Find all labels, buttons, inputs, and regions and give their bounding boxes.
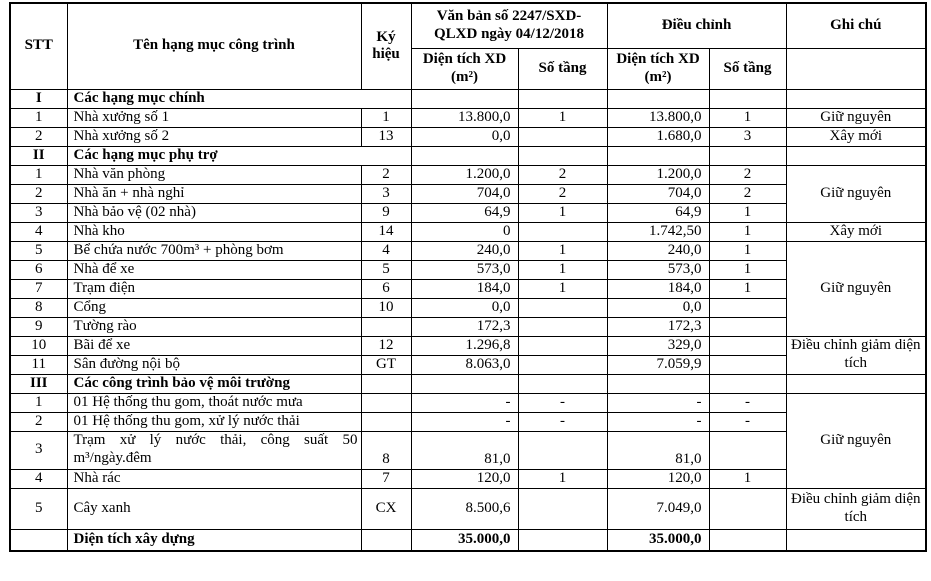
col-header-area-before: Diện tích XD (m²) [411, 48, 518, 89]
symbol-cell: 12 [361, 336, 411, 355]
stt-cell: II [10, 146, 67, 165]
col-header-name: Tên hạng mục công trình [67, 3, 361, 89]
area-before-cell: - [411, 393, 518, 412]
stt-cell: 4 [10, 222, 67, 241]
table-row [10, 336, 926, 355]
symbol-cell: CX [361, 488, 411, 529]
symbol-cell [361, 393, 411, 412]
area-before-cell [411, 374, 518, 393]
floors-after-cell: - [709, 393, 786, 412]
stt-cell: 9 [10, 317, 67, 336]
area-before-cell: 8.063,0 [411, 355, 518, 374]
symbol-cell: GT [361, 355, 411, 374]
note-cell: Điều chỉnh giảm diện tích [786, 336, 926, 374]
stt-cell: I [10, 89, 67, 108]
note-cell: Giữ nguyên [786, 108, 926, 127]
name-cell: Nhà để xe [67, 260, 361, 279]
area-before-cell [411, 146, 518, 165]
area-before-total-cell: 35.000,0 [411, 529, 518, 551]
col-header-floors-after: Số tầng [709, 48, 786, 89]
stt-cell: 4 [10, 469, 67, 488]
stt-cell: 2 [10, 412, 67, 431]
area-after-cell: 1.742,50 [607, 222, 709, 241]
symbol-cell: 14 [361, 222, 411, 241]
symbol-cell: 6 [361, 279, 411, 298]
floors-after-cell: 1 [709, 279, 786, 298]
area-after-cell [607, 146, 709, 165]
col-header-symbol: Ký hiệu [361, 3, 411, 89]
floors-before-cell: - [518, 412, 607, 431]
note-cell [786, 146, 926, 165]
area-after-cell: 1.200,0 [607, 165, 709, 184]
name-cell: 01 Hệ thống thu gom, xử lý nước thải [67, 412, 361, 431]
area-after-cell [607, 89, 709, 108]
floors-after-cell [709, 374, 786, 393]
area-after-cell: 184,0 [607, 279, 709, 298]
area-before-cell: - [411, 412, 518, 431]
note-cell [786, 89, 926, 108]
area-after-cell: 573,0 [607, 260, 709, 279]
floors-after-cell: 2 [709, 184, 786, 203]
symbol-cell [361, 529, 411, 551]
floors-before-cell: 2 [518, 165, 607, 184]
note-cell [786, 529, 926, 551]
floors-after-cell: 1 [709, 260, 786, 279]
floors-after-cell [709, 89, 786, 108]
area-after-cell: - [607, 393, 709, 412]
name-cell: Nhà bảo vệ (02 nhà) [67, 203, 361, 222]
area-before-cell: 1.200,0 [411, 165, 518, 184]
name-cell: Cổng [67, 298, 361, 317]
symbol-cell: 3 [361, 184, 411, 203]
name-cell: Nhà ăn + nhà nghỉ [67, 184, 361, 203]
floors-after-cell [709, 431, 786, 469]
floors-before-cell: 1 [518, 241, 607, 260]
floors-before-cell [518, 488, 607, 529]
stt-cell: 7 [10, 279, 67, 298]
floors-before-cell [518, 298, 607, 317]
table-row [10, 488, 926, 529]
floors-after-cell [709, 146, 786, 165]
name-cell: Bãi để xe [67, 336, 361, 355]
name-cell: Trạm điện [67, 279, 361, 298]
stt-cell: 3 [10, 203, 67, 222]
symbol-cell: 5 [361, 260, 411, 279]
stt-cell: 5 [10, 241, 67, 260]
section-name-cell: Các công trình bảo vệ môi trường [67, 374, 361, 393]
area-before-cell: 184,0 [411, 279, 518, 298]
area-after-cell: 704,0 [607, 184, 709, 203]
floors-after-cell [709, 336, 786, 355]
area-after-cell: 81,0 [607, 431, 709, 469]
symbol-cell: 7 [361, 469, 411, 488]
symbol-cell: 8 [361, 431, 411, 469]
area-before-cell [411, 89, 518, 108]
area-before-cell: 573,0 [411, 260, 518, 279]
stt-cell: 2 [10, 184, 67, 203]
floors-after-cell: 3 [709, 127, 786, 146]
area-before-cell: 81,0 [411, 431, 518, 469]
floors-after-cell: 1 [709, 469, 786, 488]
note-cell: Giữ nguyên [786, 241, 926, 336]
floors-after-cell: 2 [709, 165, 786, 184]
area-after-cell: 120,0 [607, 469, 709, 488]
stt-cell: 8 [10, 298, 67, 317]
note-cell: Xây mới [786, 127, 926, 146]
symbol-cell: 4 [361, 241, 411, 260]
symbol-cell: 13 [361, 127, 411, 146]
floors-before-cell [518, 89, 607, 108]
stt-cell: 1 [10, 165, 67, 184]
floors-after-cell [709, 317, 786, 336]
symbol-cell [361, 374, 411, 393]
area-before-cell: 8.500,6 [411, 488, 518, 529]
stt-cell: 5 [10, 488, 67, 529]
symbol-cell: 10 [361, 298, 411, 317]
area-after-cell: 7.059,9 [607, 355, 709, 374]
floors-before-cell [518, 146, 607, 165]
header-row-1 [10, 3, 926, 48]
symbol-cell: 1 [361, 108, 411, 127]
table-row [10, 108, 926, 127]
section-row-III [10, 374, 926, 393]
area-before-cell: 0,0 [411, 127, 518, 146]
stt-cell: 10 [10, 336, 67, 355]
note-cell [786, 374, 926, 393]
area-after-cell [607, 374, 709, 393]
table-row [10, 241, 926, 260]
floors-after-cell: - [709, 412, 786, 431]
stt-cell [10, 529, 67, 551]
area-after-cell: 13.800,0 [607, 108, 709, 127]
area-before-cell: 1.296,8 [411, 336, 518, 355]
table-row [10, 165, 926, 184]
note-cell: Giữ nguyên [786, 165, 926, 222]
col-header-adjust: Điều chỉnh [607, 3, 786, 48]
name-cell: Nhà xưởng số 2 [67, 127, 361, 146]
area-after-cell: 240,0 [607, 241, 709, 260]
section-row-II [10, 146, 926, 165]
area-after-cell: 1.680,0 [607, 127, 709, 146]
stt-cell: 3 [10, 431, 67, 469]
floors-after-cell [709, 298, 786, 317]
area-after-cell: 172,3 [607, 317, 709, 336]
note-cell: Giữ nguyên [786, 393, 926, 488]
name-cell: Trạm xử lý nước thải, công suất 50 m³/ngày.đêm [67, 431, 361, 469]
name-cell: Sân đường nội bộ [67, 355, 361, 374]
area-after-cell: 64,9 [607, 203, 709, 222]
section-name-cell: Các hạng mục chính [67, 89, 411, 108]
col-header-document: Văn bản số 2247/SXD-QLXD ngày 04/12/2018 [411, 3, 607, 48]
area-after-cell: 7.049,0 [607, 488, 709, 529]
name-cell: Bể chứa nước 700m³ + phòng bơm [67, 241, 361, 260]
total-row [10, 529, 926, 551]
col-header-area-after: Diện tích XD (m²) [607, 48, 709, 89]
floors-after-cell: 1 [709, 108, 786, 127]
note-cell: Điều chỉnh giảm diện tích [786, 488, 926, 529]
name-cell: Tường rào [67, 317, 361, 336]
floors-after-cell [709, 529, 786, 551]
area-after-cell: 0,0 [607, 298, 709, 317]
floors-before-cell [518, 336, 607, 355]
floors-before-cell: 1 [518, 260, 607, 279]
construction-items-table [9, 2, 927, 552]
symbol-cell [361, 412, 411, 431]
table-row [10, 127, 926, 146]
floors-before-cell [518, 355, 607, 374]
name-cell: Nhà văn phòng [67, 165, 361, 184]
symbol-cell: 2 [361, 165, 411, 184]
area-after-total-cell: 35.000,0 [607, 529, 709, 551]
floors-after-cell [709, 355, 786, 374]
area-after-cell: 329,0 [607, 336, 709, 355]
floors-before-cell [518, 529, 607, 551]
area-before-cell: 240,0 [411, 241, 518, 260]
area-before-cell: 0 [411, 222, 518, 241]
area-before-cell: 13.800,0 [411, 108, 518, 127]
table-row [10, 393, 926, 412]
floors-after-cell: 1 [709, 222, 786, 241]
name-cell: Cây xanh [67, 488, 361, 529]
floors-before-cell [518, 317, 607, 336]
table-row [10, 222, 926, 241]
name-cell: Nhà kho [67, 222, 361, 241]
floors-before-cell: 1 [518, 279, 607, 298]
name-cell: 01 Hệ thống thu gom, thoát nước mưa [67, 393, 361, 412]
symbol-cell: 9 [361, 203, 411, 222]
floors-before-cell: 1 [518, 203, 607, 222]
total-label-cell: Diện tích xây dựng [67, 529, 361, 551]
floors-before-cell [518, 431, 607, 469]
area-before-cell: 120,0 [411, 469, 518, 488]
area-before-cell: 704,0 [411, 184, 518, 203]
floors-after-cell [709, 488, 786, 529]
stt-cell: 2 [10, 127, 67, 146]
section-row-I [10, 89, 926, 108]
name-cell: Nhà xưởng số 1 [67, 108, 361, 127]
col-header-stt: STT [10, 3, 67, 89]
stt-cell: III [10, 374, 67, 393]
stt-cell: 1 [10, 108, 67, 127]
col-header-note-sub [786, 48, 926, 89]
col-header-floors-before: Số tầng [518, 48, 607, 89]
col-header-note: Ghi chú [786, 3, 926, 48]
stt-cell: 11 [10, 355, 67, 374]
floors-after-cell: 1 [709, 241, 786, 260]
area-before-cell: 64,9 [411, 203, 518, 222]
floors-before-cell [518, 374, 607, 393]
symbol-cell [361, 317, 411, 336]
area-before-cell: 172,3 [411, 317, 518, 336]
floors-before-cell: 1 [518, 108, 607, 127]
name-cell: Nhà rác [67, 469, 361, 488]
floors-before-cell: 2 [518, 184, 607, 203]
floors-before-cell: 1 [518, 469, 607, 488]
section-name-cell: Các hạng mục phụ trợ [67, 146, 411, 165]
floors-after-cell: 1 [709, 203, 786, 222]
floors-before-cell [518, 127, 607, 146]
stt-cell: 6 [10, 260, 67, 279]
area-after-cell: - [607, 412, 709, 431]
floors-before-cell: - [518, 393, 607, 412]
floors-before-cell [518, 222, 607, 241]
note-cell: Xây mới [786, 222, 926, 241]
stt-cell: 1 [10, 393, 67, 412]
area-before-cell: 0,0 [411, 298, 518, 317]
